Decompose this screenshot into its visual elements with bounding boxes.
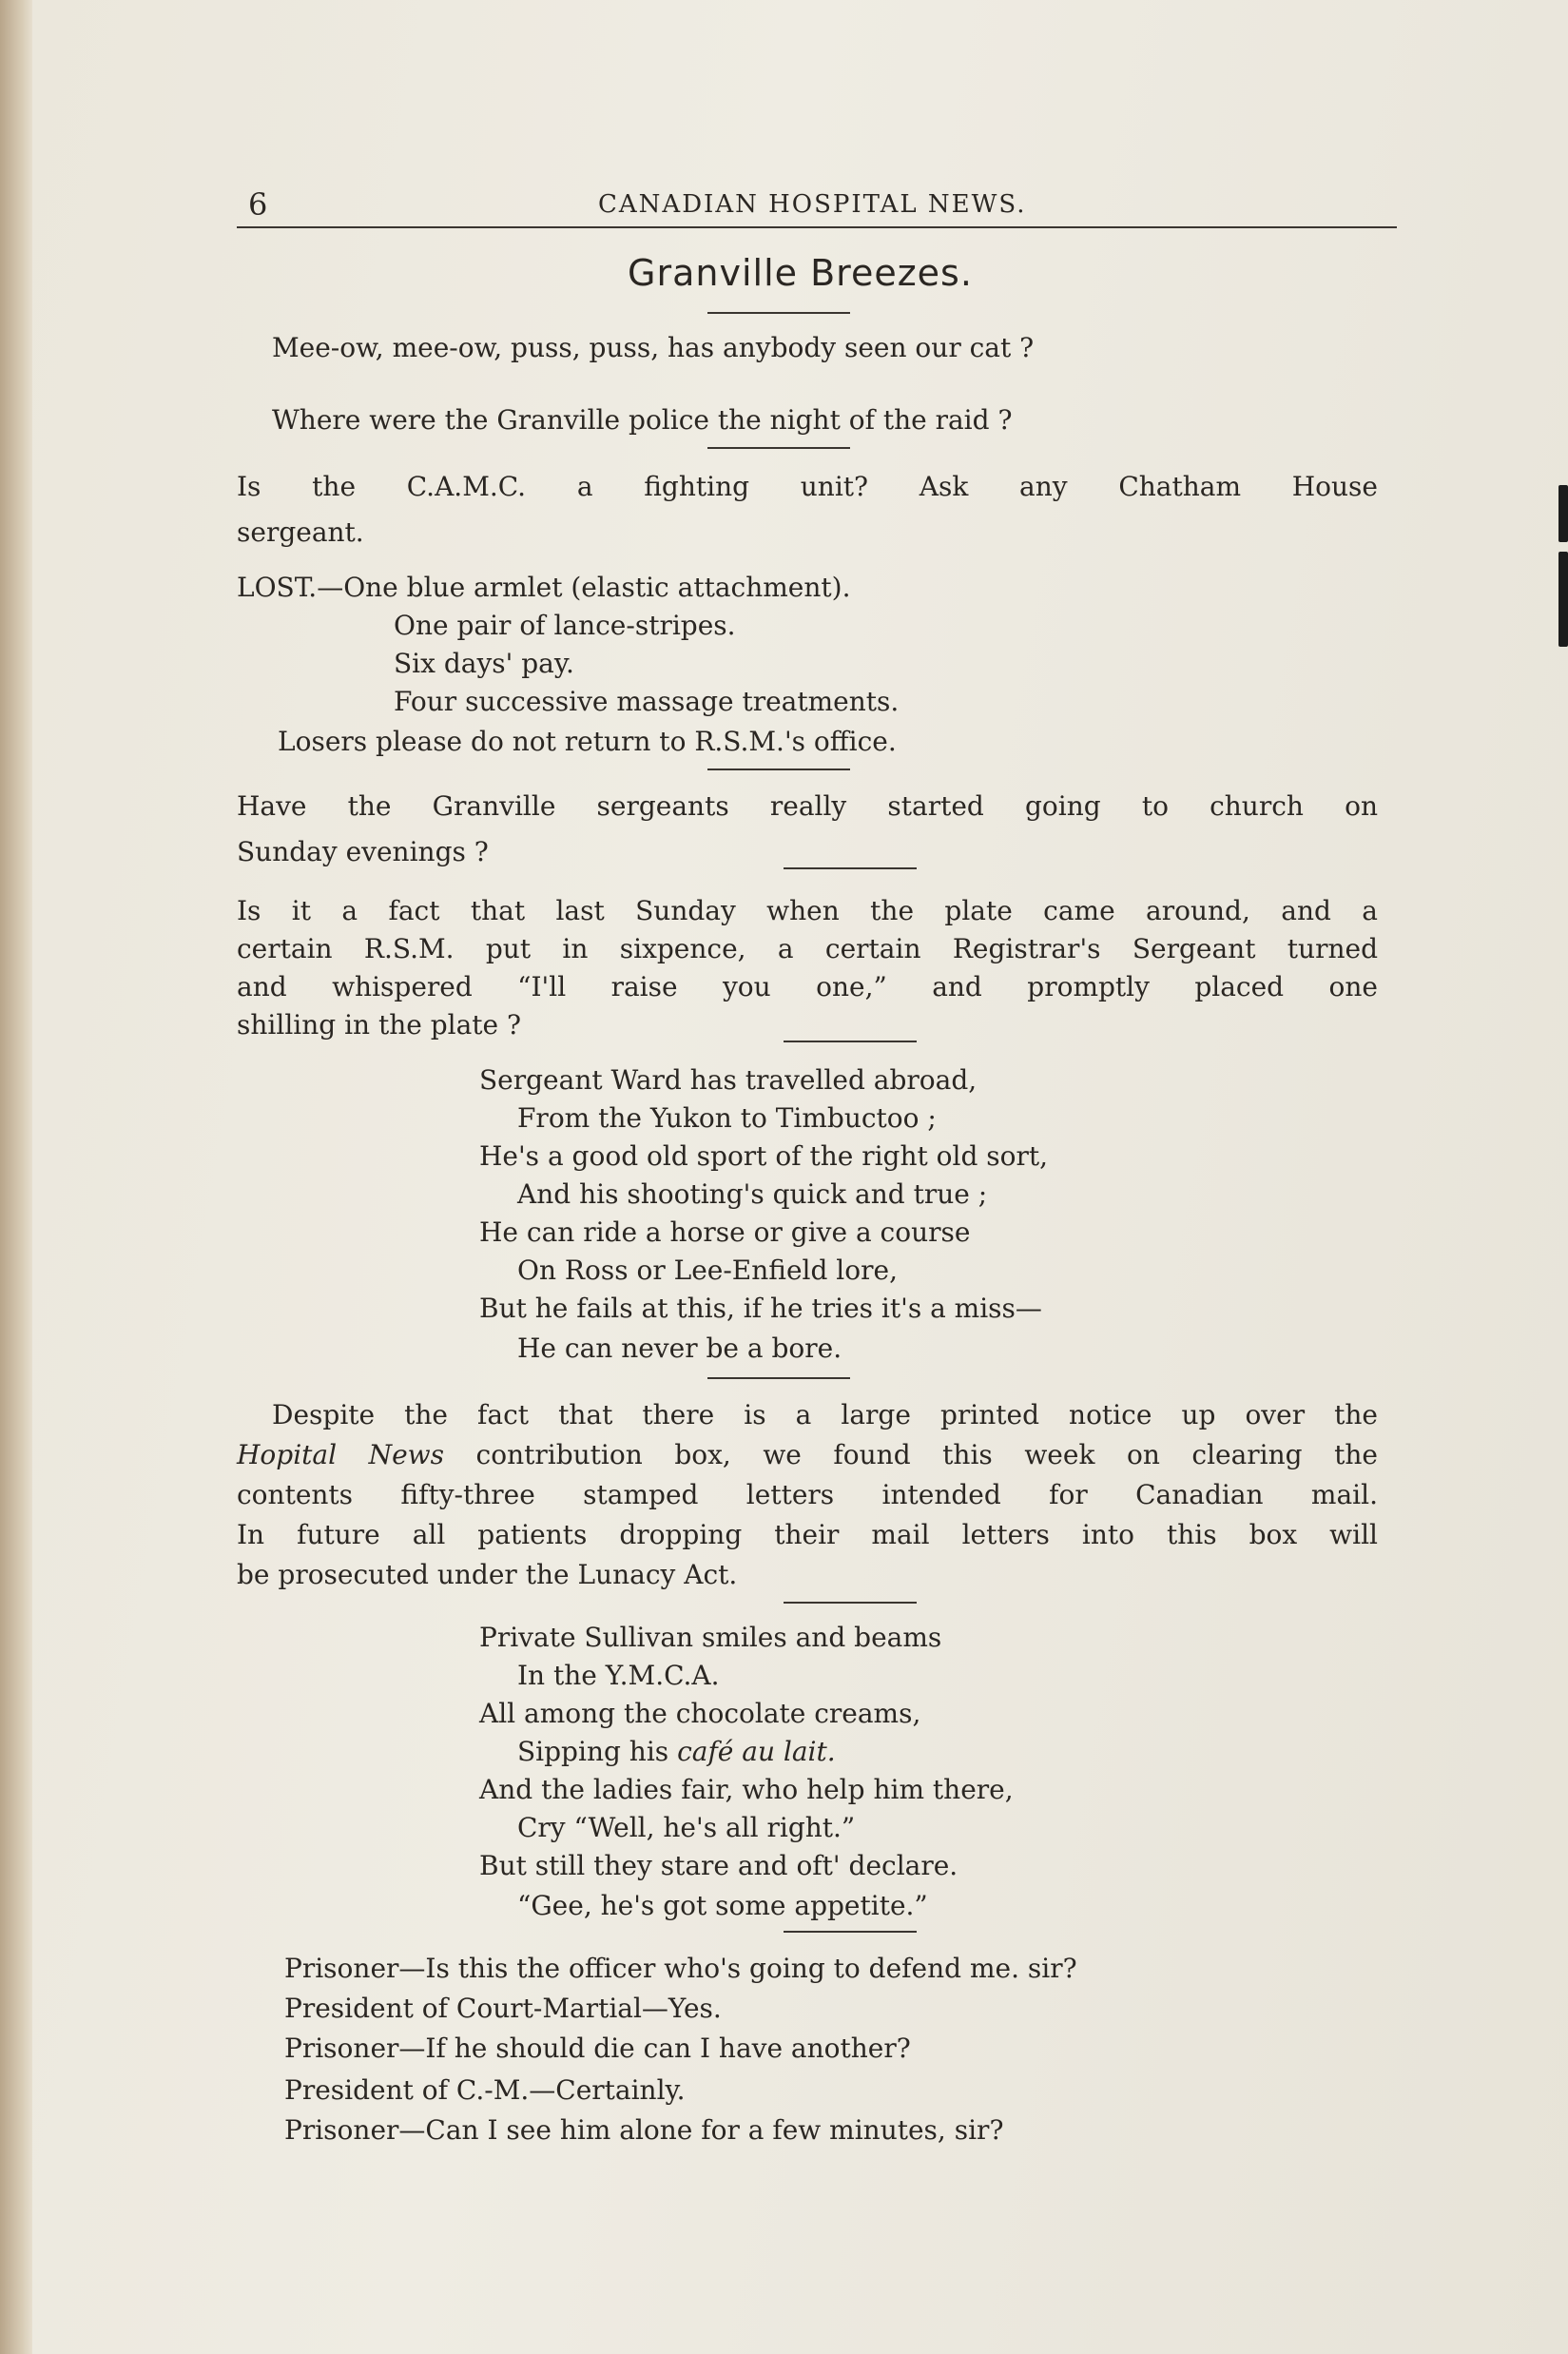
mailbox-line: be prosecuted under the Lunacy Act. (237, 1559, 738, 1590)
divider (707, 1377, 850, 1379)
poem-sullivan-line: Cry “Well, he's all right.” (517, 1812, 856, 1843)
divider (784, 1041, 917, 1042)
poem-ward-line: But he fails at this, if he tries it's a miss— (479, 1293, 1042, 1324)
item-plate-line: Is it a fact that last Sunday when the plate came around, and a (237, 895, 1378, 926)
lost-notice-line: Losers please do not return to R.S.M.'s office. (278, 726, 897, 757)
dialogue-line: Prisoner—If he should die can I have another? (284, 2033, 911, 2064)
mailbox-line-text: contribution box, we found this week on clearing the (444, 1439, 1378, 1470)
poem-sullivan-line: Private Sullivan smiles and beams (479, 1622, 942, 1653)
divider (784, 1931, 917, 1933)
divider (707, 312, 850, 314)
poem-sullivan-line: All among the chocolate creams, (479, 1698, 921, 1729)
page-edge-mark (1558, 552, 1568, 647)
divider (784, 867, 917, 869)
poem-ward-line: On Ross or Lee-Enfield lore, (517, 1255, 898, 1286)
divider (707, 447, 850, 449)
item-plate-line: certain R.S.M. put in sixpence, a certain Registrar's Sergeant turned (237, 933, 1378, 964)
page-edge-mark (1558, 485, 1568, 542)
divider (707, 768, 850, 770)
lost-notice-line: Four successive massage treatments. (394, 686, 900, 717)
dialogue-line: Prisoner—Can I see him alone for a few minutes, sir? (284, 2114, 1004, 2146)
poem-sullivan-line (517, 1735, 836, 1769)
mailbox-line: contents fifty-three stamped letters intended for Canadian mail. (237, 1479, 1378, 1510)
section-title: Granville Breezes. (628, 252, 973, 294)
poem-sullivan-line: And the ladies fair, who help him there, (479, 1774, 1014, 1805)
poem-ward-line: And his shooting's quick and true ; (517, 1178, 988, 1210)
lost-notice-line: LOST.—One blue armlet (elastic attachment). (237, 572, 851, 603)
item-church-line-1: Have the Granville sergeants really started going to church on (237, 790, 1378, 822)
item-cat: Mee-ow, mee-ow, puss, puss, has anybody seen our cat ? (272, 332, 1035, 363)
poem-sullivan-line: In the Y.M.C.A. (517, 1660, 720, 1691)
item-plate-line: and whispered “I'll raise you one,” and promptly placed one (237, 971, 1378, 1002)
newspaper-page (32, 0, 1568, 2354)
item-plate-line: shilling in the plate ? (237, 1009, 522, 1041)
item-camc-line-2: sergeant. (237, 516, 364, 548)
dialogue-line: President of Court-Martial—Yes. (284, 1993, 722, 2024)
poem-sullivan-line: But still they stare and oft' declare. (479, 1850, 958, 1881)
publication-name: Hopital News (237, 1439, 445, 1470)
divider (784, 1602, 917, 1604)
poem-sullivan-italic: café au lait. (677, 1736, 836, 1767)
poem-ward-line: He can ride a horse or give a course (479, 1216, 971, 1248)
poem-sullivan-line: “Gee, he's got some appetite.” (517, 1890, 928, 1921)
book-spine (0, 0, 32, 2354)
dialogue-line: President of C.-M.—Certainly. (284, 2074, 686, 2106)
lost-notice-line: One pair of lance-stripes. (394, 610, 736, 641)
item-church-line-2: Sunday evenings ? (237, 836, 489, 867)
item-camc-line-1: Is the C.A.M.C. a fighting unit? Ask any Chatham House (237, 471, 1378, 502)
mailbox-line: Despite the fact that there is a large printed notice up over the (272, 1399, 1378, 1430)
page-number: 6 (248, 186, 268, 223)
poem-ward-line: From the Yukon to Timbuctoo ; (517, 1102, 937, 1134)
item-police: Where were the Granville police the night of the raid ? (272, 404, 1013, 436)
poem-ward-line: He's a good old sport of the right old sort, (479, 1140, 1049, 1172)
poem-sullivan-text: Sipping his (517, 1736, 678, 1767)
poem-ward-line: Sergeant Ward has travelled abroad, (479, 1064, 978, 1096)
dialogue-line: Prisoner—Is this the officer who's going to defend me. sir? (284, 1953, 1077, 1984)
publication-title: CANADIAN HOSPITAL NEWS. (598, 190, 1027, 219)
running-header (237, 183, 1397, 228)
lost-notice-line: Six days' pay. (394, 648, 574, 679)
mailbox-line: In future all patients dropping their mail letters into this box will (237, 1519, 1378, 1550)
poem-ward-line: He can never be a bore. (517, 1333, 842, 1364)
mailbox-line (237, 1438, 1378, 1472)
